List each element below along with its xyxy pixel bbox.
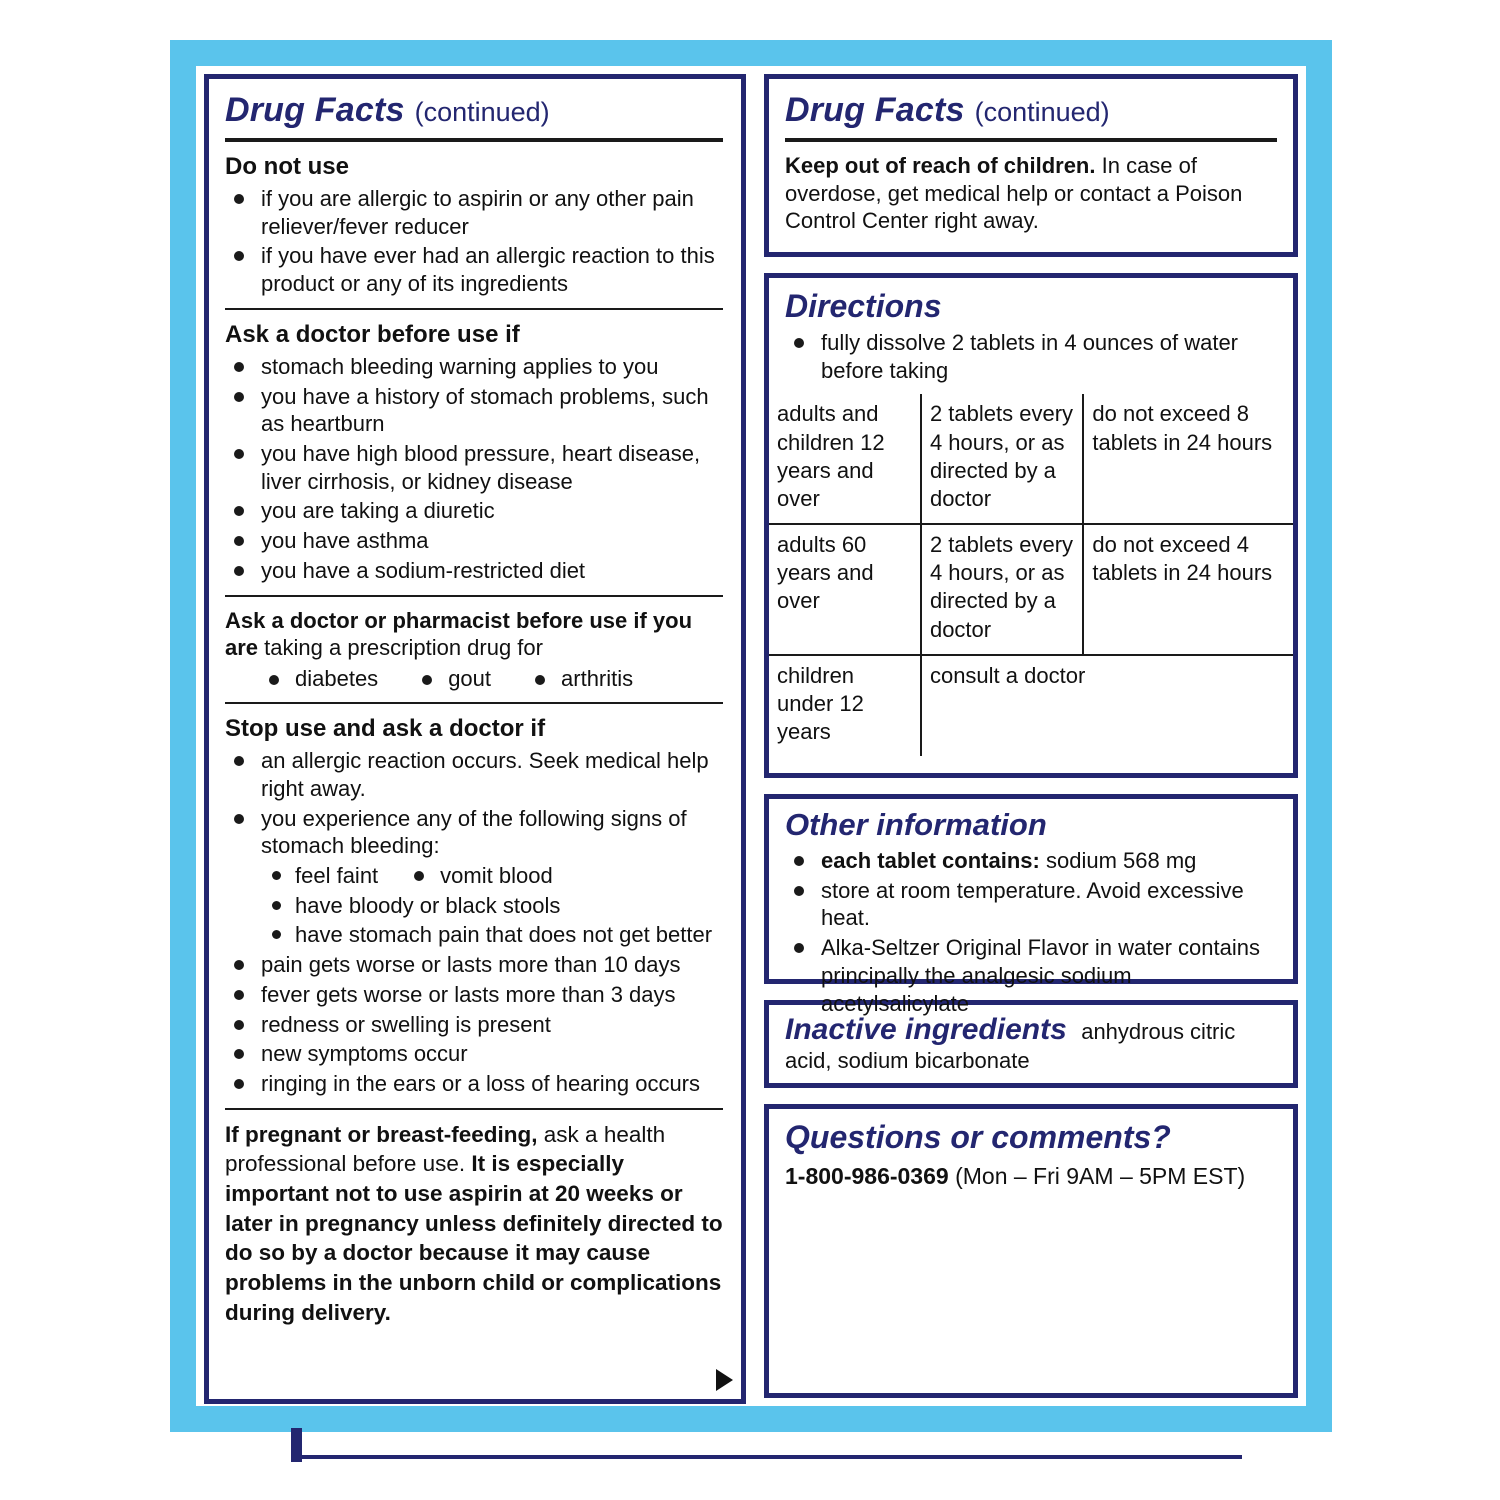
- package-blue-frame: [170, 40, 1332, 1432]
- inactive-ingredients-text: anhydrous citric acid, sodium bicarbonate: [785, 1019, 1236, 1073]
- list-item: [265, 862, 723, 890]
- ask-pharmacist-bold: Ask a doctor or pharmacist before use if you are: [225, 607, 693, 661]
- table-cell-dose: 2 tablets every 4 hours, or as directed by a doctor: [921, 524, 1083, 655]
- ask-pharmacist-rest: taking a prescription drug for: [264, 635, 543, 661]
- list-item: you have asthma: [225, 527, 723, 555]
- list-item: Alka-Seltzer Original Flavor in water contains principally the analgesic sodium acetylsalicylate: [785, 934, 1277, 1017]
- keep-out-text: [785, 152, 1277, 235]
- sub-row: [295, 862, 723, 890]
- tablet-contains-rest: sodium 568 mg: [1045, 848, 1197, 873]
- directions-list: [785, 329, 1277, 384]
- list-item: gout: [422, 666, 491, 692]
- other-information-heading: Other information: [785, 807, 1047, 842]
- inactive-ingredients-line: [785, 1013, 1277, 1075]
- list-item: an allergic reaction occurs. Seek medical help right away.: [225, 747, 723, 802]
- list-item: stomach bleeding warning applies to you: [225, 353, 723, 381]
- label-white-panel: [196, 66, 1306, 1406]
- list-item: fully dissolve 2 tablets in 4 ounces of water before taking: [785, 329, 1277, 384]
- drug-facts-continued: (continued): [414, 97, 550, 127]
- ask-pharmacist-heading: [225, 607, 723, 662]
- package-fold-bar: [291, 1428, 302, 1462]
- continued-arrow-icon: [716, 1369, 733, 1391]
- list-item: if you are allergic to aspirin or any other pain reliever/fever reducer: [225, 185, 723, 240]
- dosage-table: [769, 394, 1293, 756]
- table-cell-age: adults and children 12 years and over: [769, 394, 921, 524]
- label-columns: [204, 74, 1298, 1398]
- stomach-bleeding-sub-list: [265, 862, 723, 949]
- title-divider: [225, 138, 723, 142]
- list-item: diabetes: [269, 666, 378, 692]
- list-item: you have a sodium-restricted diet: [225, 557, 723, 585]
- keep-out-bold: Keep out of reach of children.: [785, 153, 1096, 178]
- pregnancy-normal: ask a health professional before use.: [225, 1121, 666, 1177]
- section-divider: [225, 308, 723, 310]
- table-row: [769, 655, 1293, 756]
- keep-out-rest: In case of overdose, get medical help or contact a Poison Control Center right away.: [785, 153, 1243, 234]
- pregnancy-bold-2: It is especially important not to use aspirin at 20 weeks or later in pregnancy unless definitely directed to do so by a doctor because it may cause problems in the unborn child or complications during delivery.: [225, 1151, 723, 1325]
- list-item: you have high blood pressure, heart disease, liver cirrhosis, or kidney disease: [225, 440, 723, 495]
- phone-line: [785, 1162, 1277, 1192]
- table-cell-age: adults 60 years and over: [769, 524, 921, 655]
- do-not-use-list: [225, 185, 723, 298]
- inactive-ingredients-heading: Inactive ingredients: [785, 1013, 1067, 1046]
- stop-use-heading: Stop use and ask a doctor if: [225, 715, 546, 743]
- questions-box: [764, 1104, 1298, 1398]
- sub-item: vomit blood: [414, 862, 553, 890]
- stop-use-list-top: [225, 747, 723, 860]
- keep-out-of-reach-box: [764, 74, 1298, 257]
- section-divider: [225, 702, 723, 704]
- left-title-row: [225, 91, 723, 130]
- left-drug-facts-box: [204, 74, 746, 1404]
- table-row: [769, 524, 1293, 655]
- pregnancy-warning: [225, 1120, 723, 1328]
- phone-number: 1-800-986-0369: [785, 1163, 949, 1189]
- table-cell-dose: 2 tablets every 4 hours, or as directed by a doctor: [921, 394, 1083, 524]
- package-fold-line: [302, 1455, 1242, 1459]
- list-item: redness or swelling is present: [225, 1011, 723, 1039]
- tablet-contains-bold: each tablet contains:: [821, 848, 1040, 873]
- table-cell-limit: do not exceed 4 tablets in 24 hours: [1083, 524, 1293, 655]
- stop-use-list-bottom: [225, 951, 723, 1098]
- list-item: pain gets worse or lasts more than 10 days: [225, 951, 723, 979]
- list-item: [785, 847, 1277, 875]
- list-item: store at room temperature. Avoid excessive heat.: [785, 877, 1277, 932]
- list-item: you experience any of the following signs of stomach bleeding:: [225, 805, 723, 860]
- right-title-row: [785, 91, 1277, 130]
- prescription-drug-list: [269, 666, 723, 692]
- directions-box: [764, 273, 1298, 778]
- sub-item: feel faint: [295, 862, 379, 888]
- table-row: [769, 394, 1293, 524]
- questions-heading: Questions or comments?: [785, 1119, 1171, 1155]
- table-cell-limit: do not exceed 8 tablets in 24 hours: [1083, 394, 1293, 524]
- table-cell-dose: consult a doctor: [921, 655, 1293, 756]
- ask-doctor-heading: Ask a doctor before use if: [225, 320, 520, 348]
- list-item: fever gets worse or lasts more than 3 days: [225, 981, 723, 1009]
- other-information-box: [764, 794, 1298, 1016]
- drug-facts-continued: (continued): [974, 97, 1110, 127]
- title-divider: [785, 138, 1277, 142]
- section-divider: [225, 1108, 723, 1110]
- pregnancy-bold-1: If pregnant or breast-feeding,: [225, 1121, 538, 1147]
- table-cell-age: children under 12 years: [769, 655, 921, 756]
- list-item: new symptoms occur: [225, 1040, 723, 1068]
- drug-facts-title: Drug Facts: [785, 91, 965, 129]
- list-item: if you have ever had an allergic reaction to this product or any of its ingredients: [225, 242, 723, 297]
- list-item: ringing in the ears or a loss of hearing occurs: [225, 1070, 723, 1098]
- list-item: have stomach pain that does not get better: [265, 921, 723, 949]
- other-information-list: [785, 847, 1277, 1017]
- ask-doctor-list: [225, 353, 723, 585]
- do-not-use-heading: Do not use: [225, 153, 349, 180]
- list-item: have bloody or black stools: [265, 892, 723, 920]
- list-item: you are taking a diuretic: [225, 497, 723, 525]
- phone-hours: (Mon – Fri 9AM – 5PM EST): [955, 1163, 1246, 1189]
- right-column: [764, 74, 1298, 1398]
- drug-facts-title: Drug Facts: [225, 91, 405, 129]
- list-item: you have a history of stomach problems, such as heartburn: [225, 383, 723, 438]
- list-item: arthritis: [535, 666, 633, 692]
- section-divider: [225, 595, 723, 597]
- directions-heading: Directions: [785, 288, 942, 324]
